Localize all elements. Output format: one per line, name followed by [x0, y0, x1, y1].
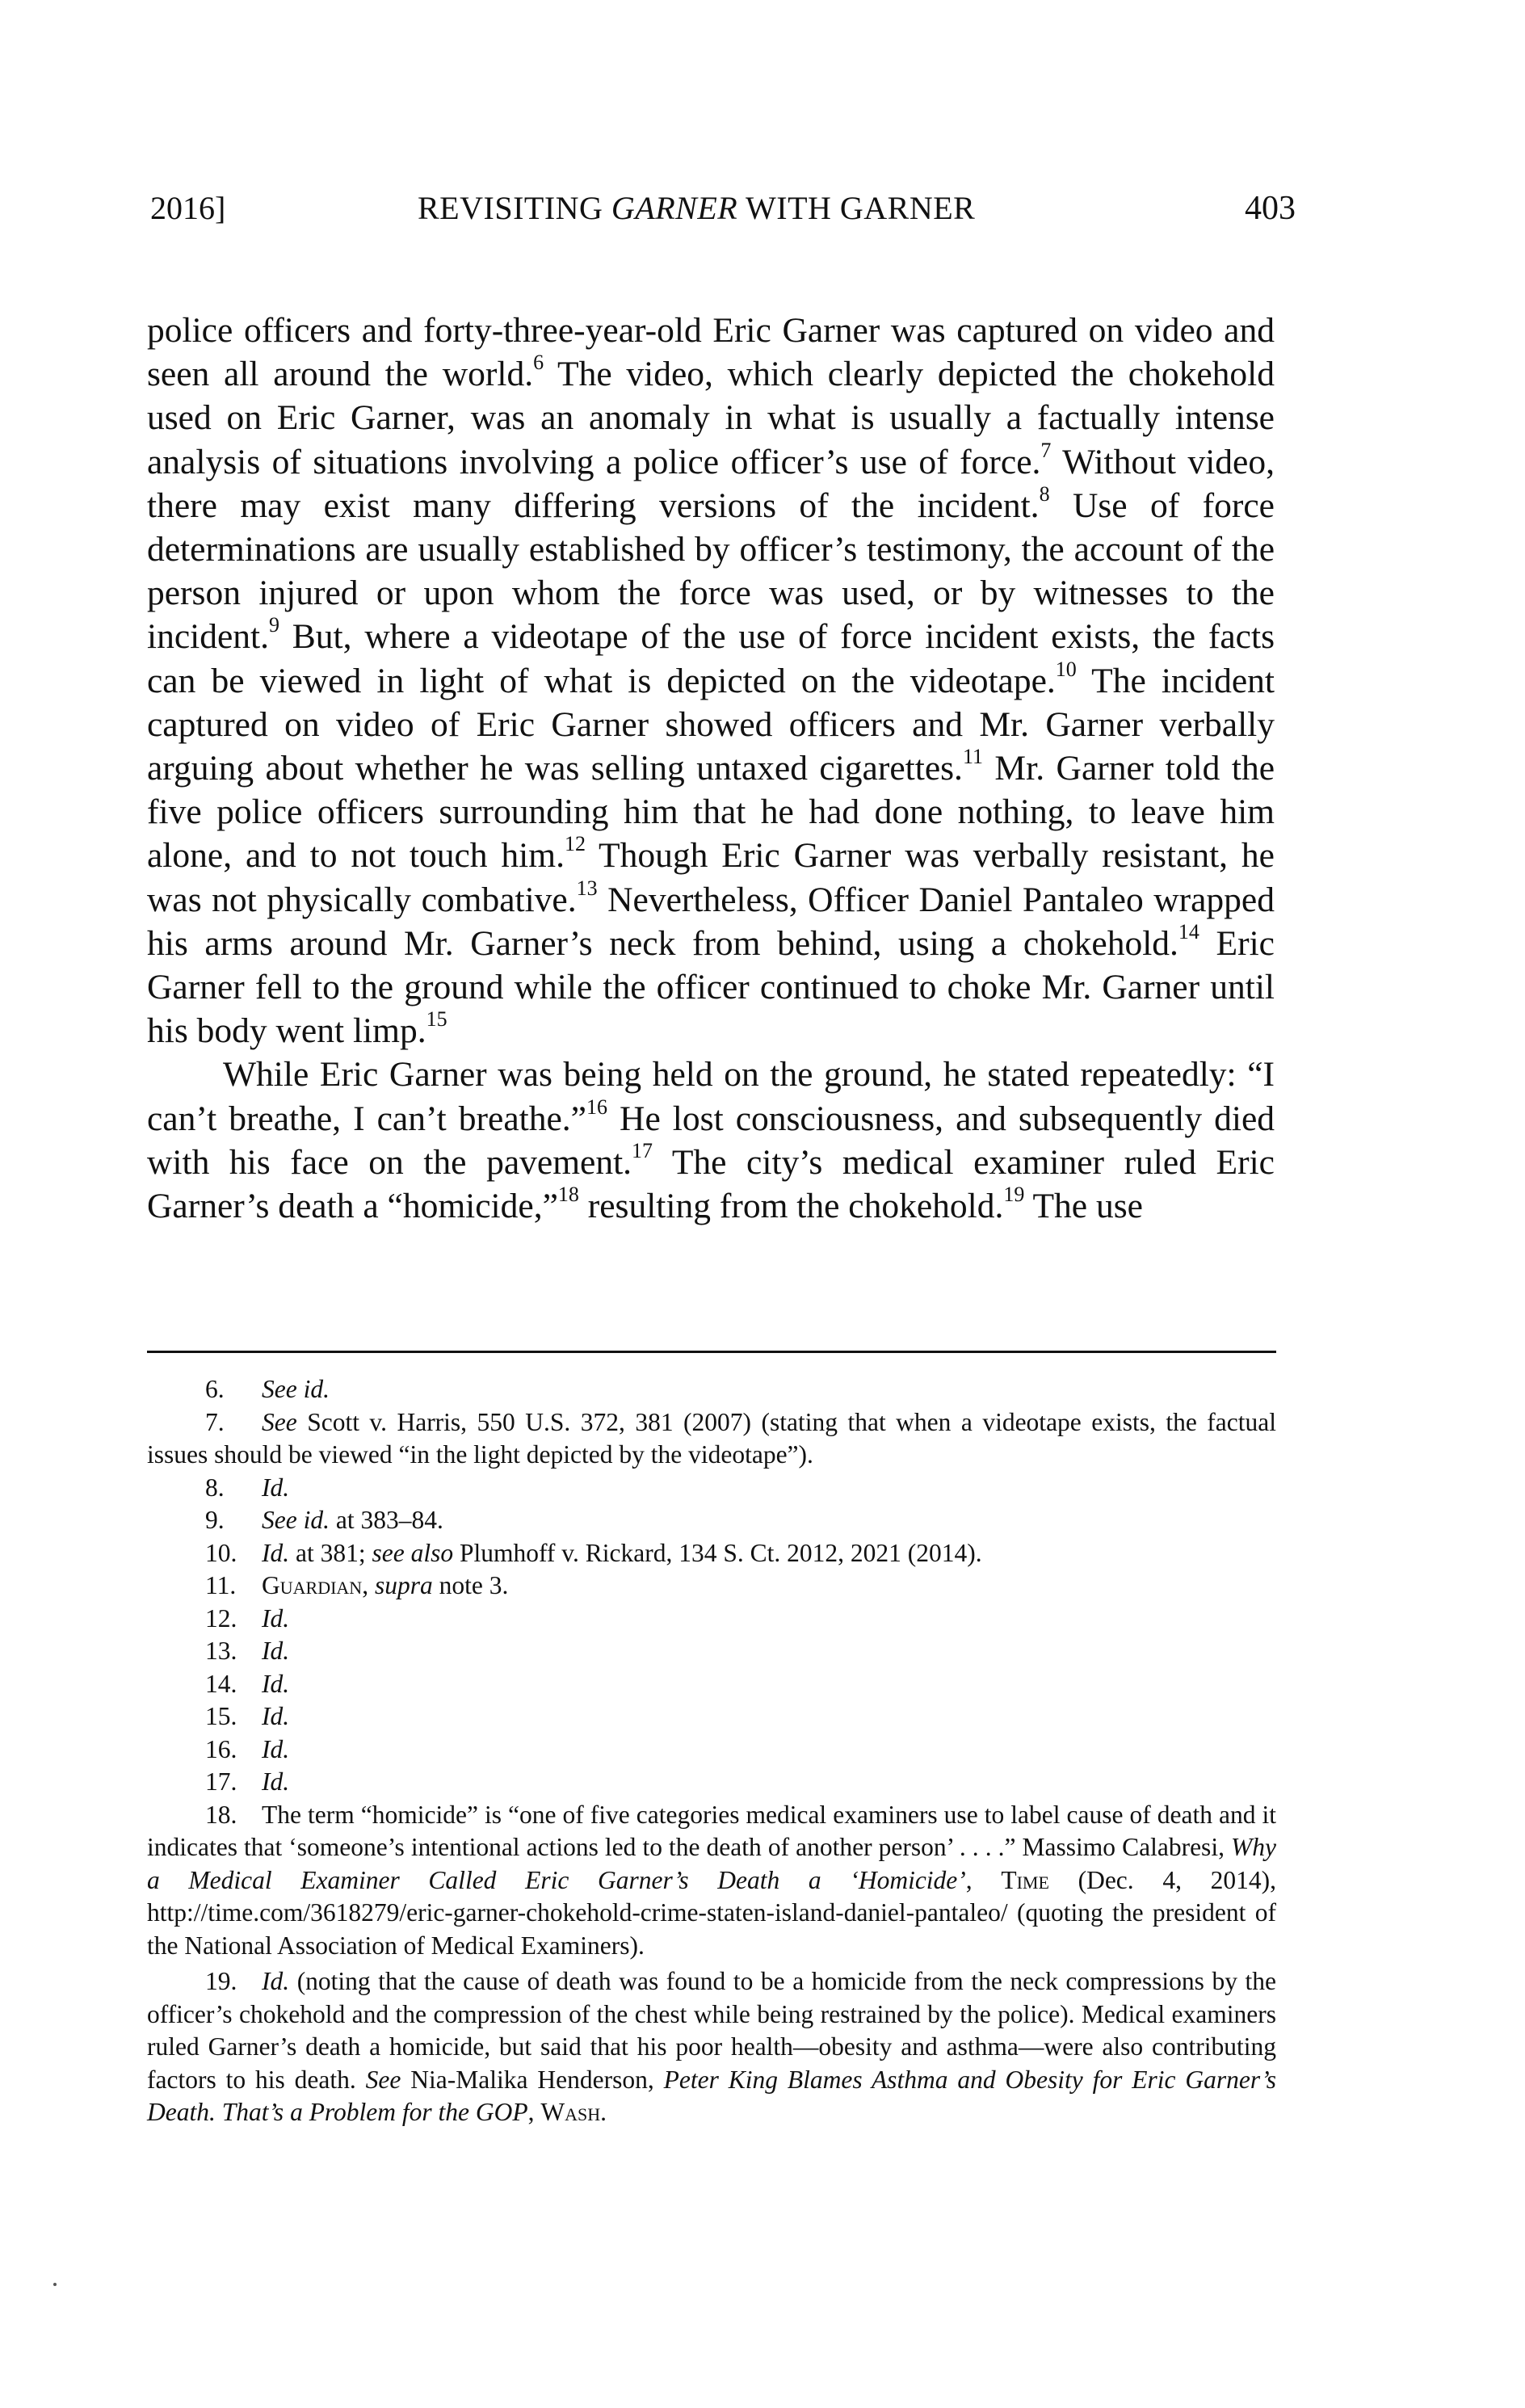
footnote-italic: Id.: [262, 1473, 290, 1502]
footnote-text: ,: [362, 1571, 375, 1599]
footnote-ref-12: 12: [564, 832, 586, 856]
footnote-12: [147, 1603, 1276, 1636]
header-year: 2016]: [150, 190, 226, 226]
footnote-number: 12.: [205, 1603, 237, 1633]
p1-text-2: The video, which clearly depicted the chokehold used on Eric Garner, was an anomaly in what is usually a factually intense analysis of situations involving a police officer’s use of force.: [147, 355, 1275, 481]
footnote-italic: See id.: [262, 1375, 330, 1403]
page-number: 403: [1245, 190, 1296, 227]
footnote-number: 16.: [205, 1734, 237, 1763]
footnote-text: ,: [965, 1865, 1002, 1894]
footnote-18: [147, 1799, 1276, 1963]
paragraph-2: [147, 1053, 1275, 1228]
footnote-ref-15: 15: [426, 1007, 447, 1032]
footnote-6: [147, 1373, 1276, 1406]
footnote-9: [147, 1504, 1276, 1537]
p1-text-6: The incident captured on video of Eric Garner showed officers and Mr. Garner verbally arguing about whether he was selling untaxed cigarettes.: [147, 661, 1275, 788]
footnote-ref-17: 17: [632, 1138, 653, 1162]
footnote-italic: Id.: [262, 1702, 290, 1730]
p1-text-5: But, where a videotape of the use of force incident exists, the facts can be viewed in light of what is depicted on the videotape.: [147, 617, 1275, 700]
footnote-smallcaps: Time: [1001, 1865, 1049, 1894]
body-text: [147, 309, 1275, 1228]
footnote-ref-13: 13: [576, 876, 598, 900]
footnote-11: [147, 1570, 1276, 1603]
footnote-italic: Id.: [262, 1767, 290, 1796]
footnote-ref-18: 18: [557, 1183, 579, 1207]
running-title-part2: WITH GARNER: [737, 190, 976, 226]
footnote-italic: see also: [372, 1538, 454, 1567]
footnote-ref-16: 16: [586, 1095, 607, 1119]
footnote-italic: Id.: [262, 1603, 290, 1633]
footnote-8: [147, 1472, 1276, 1505]
footnote-ref-8: 8: [1039, 481, 1050, 506]
footnote-10: [147, 1537, 1276, 1570]
running-header: [150, 184, 1296, 233]
footnote-text: (Dec. 4, 2014), http://time.com/3618279/eric-garner-chokehold-crime-staten-island-daniel-pantaleo/ (quoting the president of the National Association of Medical Examiners).: [147, 1865, 1276, 1960]
footnote-italic: Why a Medical Examiner Called Eric Garner’s Death a ‘Homicide’: [147, 1833, 1276, 1894]
footnote-text: (noting that the cause of death was found to be a homicide from the neck compressions by the officer’s chokehold and the compression of the chest while being restrained by the police). Medical examiners ruled Garner’s death a homicide, but said that his poor health—obesity and asthma—were also contributing factors to his death.: [147, 1967, 1276, 2094]
footnote-ref-19: 19: [1003, 1183, 1025, 1207]
footnote-ref-6: 6: [533, 351, 544, 375]
footnotes: [147, 1373, 1276, 2129]
p2-text-3: The city’s medical examiner ruled Eric Garner’s death a “homicide,”: [147, 1142, 1275, 1226]
paragraph-1: [147, 309, 1275, 1053]
footnote-ref-9: 9: [269, 613, 279, 637]
footnote-14: [147, 1668, 1276, 1701]
footnote-ref-7: 7: [1040, 438, 1052, 462]
footnote-19: [147, 1965, 1276, 2129]
footnote-number: 19.: [205, 1967, 237, 1995]
footnote-text: The term “homicide” is “one of five categories medical examiners use to label cause of death and it indicates that ‘someone’s intentional actions led to the death of another person’ . . . .” Massimo Calabresi,: [147, 1800, 1276, 1861]
footnote-number: 8.: [205, 1473, 225, 1502]
footnote-13: [147, 1635, 1276, 1668]
footnote-italic: See id.: [262, 1506, 330, 1534]
footnote-text: note 3.: [432, 1571, 509, 1599]
footnote-number: 7.: [205, 1407, 225, 1436]
footnote-7: [147, 1406, 1276, 1472]
footnote-italic: Id.: [262, 1637, 290, 1665]
footnote-italic: Id.: [262, 1669, 290, 1698]
p1-text-9: Nevertheless, Officer Daniel Pantaleo wrapped his arms around Mr. Garner’s neck from behind, using a chokehold.: [147, 880, 1275, 963]
p1-text-3: Without video, there may exist many differing versions of the incident.: [147, 442, 1275, 525]
footnote-17: [147, 1766, 1276, 1799]
footnote-divider: [147, 1351, 1276, 1353]
footnote-text: Plumhoff v. Rickard, 134 S. Ct. 2012, 2021 (2014).: [453, 1538, 982, 1567]
scan-speck: [53, 2283, 57, 2286]
footnote-italic: Id.: [262, 1734, 290, 1763]
footnote-number: 9.: [205, 1506, 225, 1534]
p2-text-2: He lost consciousness, and subsequently died with his face on the pavement.: [147, 1099, 1275, 1182]
running-title-italic: GARNER: [611, 190, 738, 226]
footnote-number: 10.: [205, 1538, 237, 1567]
footnote-ref-14: 14: [1178, 919, 1199, 943]
footnote-smallcaps: Wash.: [540, 2098, 607, 2126]
footnote-text: at 383–84.: [329, 1506, 443, 1534]
footnote-italic: See: [262, 1407, 297, 1436]
footnote-text: at 381;: [289, 1538, 372, 1567]
footnote-italic: Peter King Blames Asthma and Obesity for Eric Garner’s Death. That’s a Problem for the GOP: [147, 2065, 1277, 2126]
running-title: [418, 184, 975, 233]
p2-text-4: resulting from the chokehold.: [578, 1187, 1004, 1226]
footnote-ref-11: 11: [962, 745, 983, 769]
p1-text-4: Use of force determinations are usually established by officer’s testimony, the account of the person injured or upon whom the force was used, or by witnesses to the incident.: [147, 485, 1275, 657]
footnote-italic: Id.: [262, 1538, 290, 1567]
footnote-number: 13.: [205, 1637, 237, 1665]
footnote-number: 18.: [205, 1800, 237, 1829]
footnote-number: 14.: [205, 1669, 237, 1698]
p2-text-5: The use: [1024, 1187, 1143, 1226]
p1-text-7: Mr. Garner told the five police officers surrounding him that he had done nothing, to leave him alone, and to not touch him.: [147, 749, 1275, 876]
footnote-italic: supra: [374, 1571, 433, 1599]
footnote-italic: See: [365, 2065, 401, 2094]
p1-text-10: Eric Garner fell to the ground while the officer continued to choke Mr. Garner until his body went limp.: [147, 923, 1275, 1051]
footnote-number: 6.: [205, 1375, 225, 1403]
footnote-ref-10: 10: [1055, 657, 1077, 681]
footnote-15: [147, 1700, 1276, 1734]
p1-text-1: police officers and forty-three-year-old Eric Garner was captured on video and seen all around the world.: [147, 311, 1275, 394]
footnote-text: Scott v. Harris, 550 U.S. 372, 381 (2007) (stating that when a videotape exists, the factual issues should be viewed “in the light depicted by the videotape”).: [147, 1407, 1276, 1469]
footnote-16: [147, 1734, 1276, 1767]
footnote-number: 11.: [205, 1571, 237, 1599]
p1-text-8: Though Eric Garner was verbally resistant, he was not physically combative.: [147, 836, 1275, 919]
footnote-text: Nia-Malika Henderson,: [401, 2065, 664, 2094]
footnote-text: ,: [527, 2098, 541, 2126]
footnote-number: 15.: [205, 1702, 237, 1730]
p2-text-1: While Eric Garner was being held on the ground, he stated repeatedly: “I can’t breathe, I can’t breathe.”: [147, 1055, 1275, 1138]
running-title-part1: REVISITING: [418, 190, 611, 226]
footnote-number: 17.: [205, 1767, 237, 1796]
footnote-smallcaps: Guardian: [262, 1571, 363, 1599]
footnote-italic: Id.: [262, 1967, 290, 1995]
